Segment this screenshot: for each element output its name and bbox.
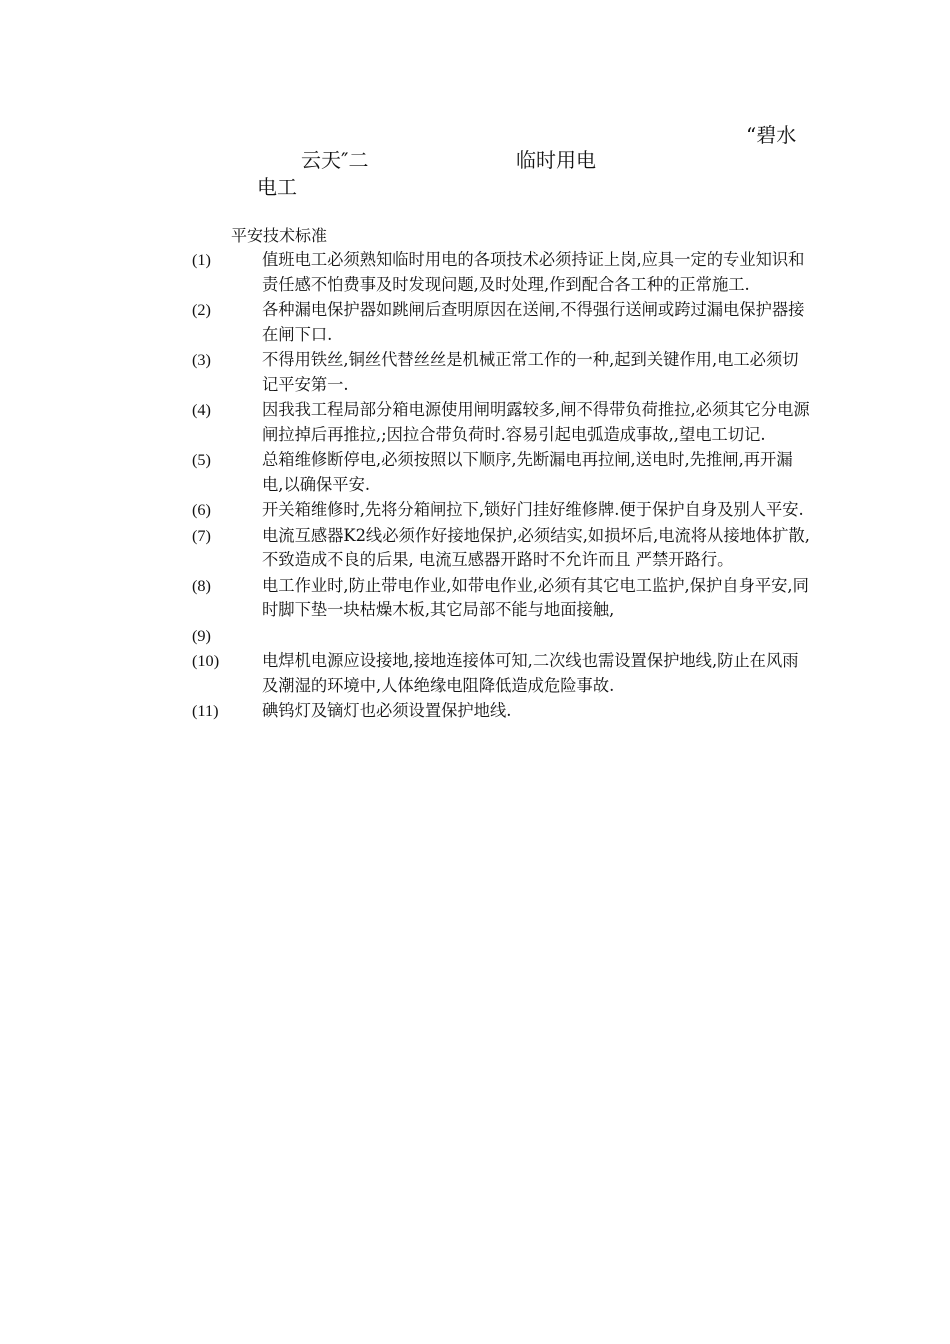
rule-number: (1) — [192, 250, 211, 269]
rule-text: 电焊机电源应设接地,接地连接体可知,二次线也需设置保护地线,防止在风雨及潮湿的环境中,人体绝缘电阻降低造成危险事故. — [262, 651, 799, 695]
list-item — [192, 348, 812, 397]
list-item — [192, 498, 812, 523]
list-item — [192, 574, 812, 623]
list-item — [192, 448, 812, 497]
list-item — [192, 624, 812, 649]
list-item — [192, 248, 812, 297]
rule-number: (3) — [192, 350, 211, 369]
title-part-2: 云天″二 — [301, 148, 369, 172]
rule-number: (4) — [192, 400, 211, 419]
rules-list — [192, 248, 812, 725]
title-part-3: 临时用电 — [516, 148, 596, 172]
rule-number: (8) — [192, 575, 211, 595]
list-item — [192, 398, 812, 447]
rule-number: (7) — [192, 525, 211, 545]
title-part-1: “碧水 — [746, 123, 797, 147]
rule-number: (5) — [192, 450, 211, 469]
title-part-4: 电工 — [257, 175, 297, 199]
rule-text: 开关箱维修时,先将分箱闸拉下,锁好门挂好维修牌.便于保护自身及别人平安. — [262, 500, 804, 519]
rule-text: 不得用铁丝,铜丝代替丝丝是机械正常工作的一种,起到关键作用,电工必须切记平安第一. — [262, 350, 799, 394]
rule-number: (9) — [192, 625, 211, 645]
section-subtitle: 平安技术标准 — [231, 226, 328, 245]
rule-number: (6) — [192, 500, 211, 519]
rule-text: 碘钨灯及镝灯也必须设置保护地线. — [262, 701, 512, 720]
list-item — [192, 649, 812, 698]
list-item — [192, 699, 812, 724]
rule-text: 电工作业时,防止带电作业,如带电作业,必须有其它电工监护,保护自身平安,同时脚下垫一块枯燥木板,其它局部不能与地面接触, — [262, 575, 809, 619]
rule-number: (2) — [192, 300, 211, 319]
rule-number: (11) — [192, 701, 219, 720]
rule-number: (10) — [192, 651, 220, 670]
rule-text: 各种漏电保护器如跳闸后查明原因在送闸,不得强行送闸或跨过漏电保护器接在闸下口. — [262, 300, 805, 344]
rule-text: 因我我工程局部分箱电源使用闸明露较多,闸不得带负荷推拉,必须其它分电源闸拉掉后再推拉,;因拉合带负荷时.容易引起电弧造成事故,,望电工切记. — [262, 400, 810, 444]
list-item — [192, 524, 812, 573]
rule-text: 电流互感器K2线必须作好接地保护,必须结实,如损坏后,电流将从接地体扩散,不致造成不良的后果, 电流互感器开路时不允许而且 严禁开路行。 — [262, 525, 810, 569]
rule-text: 总箱维修断停电,必须按照以下顺序,先断漏电再拉闸,送电时,先推闸,再开漏电,以确保平安. — [262, 450, 793, 494]
list-item — [192, 298, 812, 347]
rule-text: 值班电工必须熟知临时用电的各项技术必须持证上岗,应具一定的专业知识和责任感不怕费事及时发现问题,及时处理,作到配合各工种的正常施工. — [262, 250, 805, 294]
